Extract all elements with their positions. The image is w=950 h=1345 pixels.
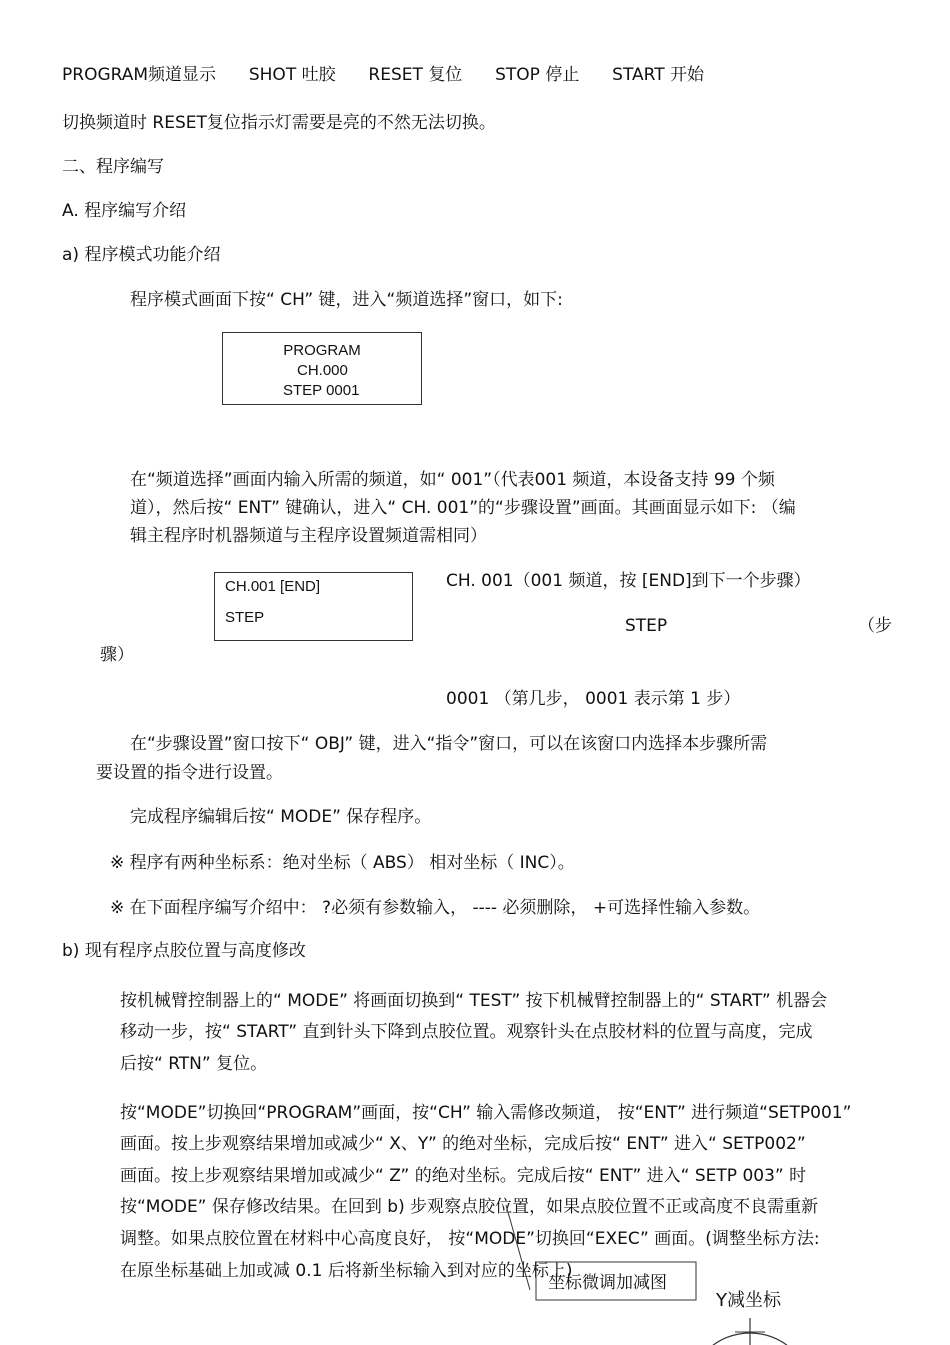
sub-b-title: b) 现有程序点胶位置与高度修改 — [62, 941, 306, 961]
section-2-title: 二、程序编写 — [62, 157, 164, 177]
para-b2-line3: 画面。按上步观察结果增加或减少“ Z” 的绝对坐标。完成后按“ ENT” 进入“ SETP 003” 时 — [120, 1166, 807, 1186]
para-b2-line4: 按“MODE” 保存修改结果。在回到 b) 步观察点胶位置，如果点胶位置不正或高度不良需重新 — [120, 1197, 819, 1217]
key-reset-desc: 复位 — [428, 65, 463, 85]
para-b2-line6: 在原坐标基础上加或减 0.1 后将新坐标输入到对应的坐标上) — [120, 1261, 573, 1281]
para-ch-key: 程序模式画面下按“ CH” 键，进入“频道选择”窗口，如下: — [130, 290, 563, 310]
figure-caption: 坐标微调加减图 — [548, 1273, 667, 1293]
key-start: START — [612, 65, 665, 85]
sub-a-title: A. 程序编写介绍 — [62, 201, 187, 221]
screen2-line2: STEP — [225, 609, 265, 626]
screen1-line2: CH.000 — [297, 362, 348, 379]
intro-note: 切换频道时 RESET复位指示灯需要是亮的不然无法切换。 — [62, 113, 496, 133]
para-select-line3: 辑主程序时机器频道与主程序设置频道需相同） — [130, 526, 487, 546]
key-stop: STOP — [495, 65, 540, 85]
para-b2-line1: 按“MODE”切换回“PROGRAM”画面，按“CH” 输入需修改频道， 按“ENT” 进行频道“SETP001” — [120, 1103, 852, 1123]
screen2-line1: CH.001 [END] — [225, 578, 321, 595]
para-b2-line5: 调整。如果点胶位置在材料中心高度良好， 按“MODE”切换回“EXEC” 画面。(调整坐标方法: — [120, 1229, 820, 1249]
key-program-desc: 频道显示 — [148, 65, 217, 85]
screen2-desc-step-paren: （步 — [858, 616, 892, 636]
screen2-desc-num: 0001 （第几步， 0001 表示第 1 步） — [446, 689, 741, 709]
para-b1-line1: 按机械臂控制器上的“ MODE” 将画面切换到“ TEST” 按下机械臂控制器上的“ START” 机器会 — [120, 991, 828, 1011]
leader-line — [506, 1205, 530, 1290]
para-b1-line3: 后按“ RTN” 复位。 — [120, 1054, 268, 1074]
note-symbols: ※ 在下面程序编写介绍中： ?必须有参数输入， ---- 必须删除， +可选择性输入参数。 — [110, 898, 761, 918]
screen1-line1: PROGRAM — [283, 342, 361, 359]
screen2-desc-step: STEP — [625, 616, 668, 636]
key-program: PROGRAM — [62, 65, 149, 85]
para-obj-line1: 在“步骤设置”窗口按下“ OBJ” 键，进入“指令”窗口，可以在该窗口内选择本步骤所需 — [130, 734, 768, 754]
screen2-desc-step-tail: 骤） — [100, 645, 134, 665]
screen2-desc-ch: CH. 001（001 频道，按 [END]到下一个步骤） — [446, 571, 811, 591]
figure-axis-label: Y减坐标 — [716, 1290, 781, 1311]
para-select-line2: 道），然后按“ ENT” 键确认，进入“ CH. 001”的“步骤设置”画面。其画面显示如下: （编 — [130, 498, 796, 518]
sub-a-lower-title: a) 程序模式功能介绍 — [62, 245, 221, 265]
para-obj-line2: 要设置的指令进行设置。 — [96, 763, 283, 783]
note-coordinate-systems: ※ 程序有两种坐标系：绝对坐标（ ABS） 相对坐标（ INC）。 — [110, 853, 575, 873]
key-reset: RESET — [368, 65, 423, 85]
key-shot-desc: 吐胶 — [301, 65, 336, 85]
para-select-line1: 在“频道选择”画面内输入所需的频道，如“ 001”（代表001 频道，本设备支持 99 个频 — [130, 470, 775, 490]
screen1-line3: STEP 0001 — [283, 382, 360, 399]
para-mode-save: 完成程序编辑后按“ MODE” 保存程序。 — [130, 807, 432, 827]
para-b2-line2: 画面。按上步观察结果增加或减少“ X、Y” 的绝对坐标，完成后按“ ENT” 进入“ SETP002” — [120, 1134, 806, 1154]
key-stop-desc: 停止 — [545, 65, 580, 85]
key-shot: SHOT — [248, 65, 297, 85]
key-start-desc: 开始 — [670, 65, 705, 85]
para-b1-line2: 移动一步，按“ START” 直到针头下降到点胶位置。观察针头在点胶材料的位置与高度，完成 — [120, 1022, 813, 1042]
